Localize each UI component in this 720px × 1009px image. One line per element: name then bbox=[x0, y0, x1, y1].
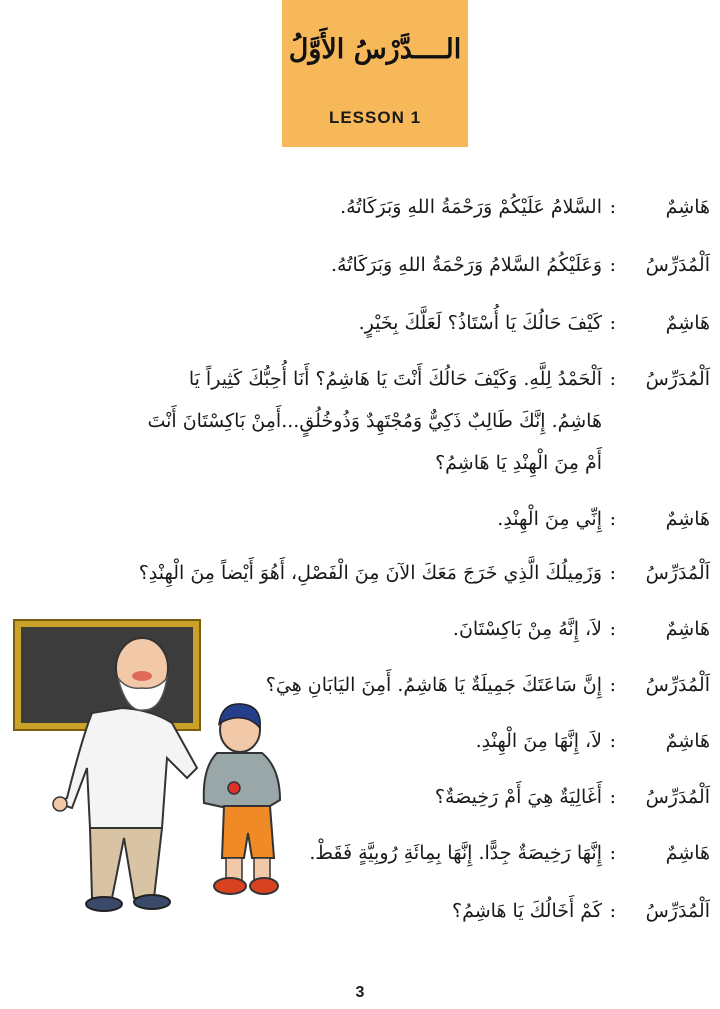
dialogue-text: كَمْ أَخَالُكَ يَا هَاشِمُ؟ bbox=[452, 900, 602, 922]
speaker-name: اَلْمُدَرِّسُ bbox=[645, 900, 710, 922]
dialogue-text: اَلْحَمْدُ لِلَّهِ. وَكَيْفَ حَالُكَ أَنْتَ يَا هَاشِمُ؟ أَنَا أُحِبُّكَ كَثِيراً يَا bbox=[188, 368, 602, 390]
lesson-title-arabic: الــــدَّرْسُ الأَوَّلُ bbox=[288, 34, 462, 65]
dialogue-text: وَزَمِيلُكَ الَّذِي خَرَجَ مَعَكَ الآنَ مِنَ الْفَصْلِ، أَهُوَ أَيْضاً مِنَ الْهِنْدِ؟ bbox=[138, 562, 602, 584]
colon: : bbox=[609, 312, 616, 334]
colon: : bbox=[609, 842, 616, 864]
speaker-name: هَاشِمٌ bbox=[665, 730, 710, 752]
speaker-name: هَاشِمٌ bbox=[665, 508, 710, 530]
dialogue-text: إِنَّهَا رَخِيصَةٌ جِدًّا. إِنَّهَا بِمِائَةِ رُوبِيَّةٍ فَقَطْ. bbox=[309, 842, 602, 864]
colon: : bbox=[609, 508, 616, 530]
dialogue-text: كَيْفَ حَالُكَ يَا أُسْتَاذُ؟ لَعَلَّكَ بِخَيْرٍ. bbox=[358, 312, 602, 334]
speaker-name: اَلْمُدَرِّسُ bbox=[645, 562, 710, 584]
dialogue-text: أَمْ مِنَ الْهِنْدِ يَا هَاشِمُ؟ bbox=[435, 452, 602, 474]
lesson-title-english: LESSON 1 bbox=[328, 108, 422, 127]
colon: : bbox=[609, 562, 616, 584]
dialogue-text: لاَ، إِنَّهُ مِنْ بَاكِسْتَانَ. bbox=[452, 618, 602, 640]
dialogue-text: لاَ، إِنَّهَا مِنَ الْهِنْدِ. bbox=[475, 730, 602, 752]
student-figure bbox=[204, 704, 280, 894]
colon: : bbox=[609, 618, 616, 640]
classroom-illustration bbox=[12, 618, 302, 918]
speaker-name: اَلْمُدَرِّسُ bbox=[645, 368, 710, 390]
page-number: 3 bbox=[355, 984, 365, 1001]
speaker-name: هَاشِمٌ bbox=[665, 842, 710, 864]
dialogue-text: إِنَّ سَاعَتَكَ جَمِيلَةٌ يَا هَاشِمُ. أَمِنَ اليَابَانِ هِيَ؟ bbox=[265, 674, 602, 696]
speaker-name: اَلْمُدَرِّسُ bbox=[645, 674, 710, 696]
colon: : bbox=[609, 368, 616, 390]
speaker-name: اَلْمُدَرِّسُ bbox=[645, 254, 710, 276]
colon: : bbox=[609, 900, 616, 922]
speaker-name: اَلْمُدَرِّسُ bbox=[645, 786, 710, 808]
colon: : bbox=[609, 730, 616, 752]
speaker-name: هَاشِمٌ bbox=[665, 312, 710, 334]
speaker-name: هَاشِمٌ bbox=[665, 618, 710, 640]
dialogue-text: إِنِّي مِنَ الْهِنْدِ. bbox=[497, 508, 602, 530]
dialogue-text: أَغَالِيَةٌ هِيَ أَمْ رَخِيصَةٌ؟ bbox=[434, 786, 602, 808]
colon: : bbox=[609, 196, 616, 218]
speaker-name: هَاشِمٌ bbox=[665, 196, 710, 218]
colon: : bbox=[609, 674, 616, 696]
dialogue-text: السَّلامُ عَلَيْكُمْ وَرَحْمَةُ اللهِ وَبَرَكَاتُهُ. bbox=[340, 196, 602, 218]
colon: : bbox=[609, 254, 616, 276]
dialogue-text: وَعَلَيْكُمُ السَّلامُ وَرَحْمَةُ اللهِ وَبَرَكَاتُهُ. bbox=[330, 254, 602, 276]
colon: : bbox=[609, 786, 616, 808]
dialogue-text: هَاشِمُ. إِنَّكَ طَالِبٌ ذَكِيٌّ وَمُجْتَهِدٌ وَذُوخُلُقٍ...أَمِنْ بَاكِسْتَانَ أَنْتَ bbox=[147, 410, 602, 432]
